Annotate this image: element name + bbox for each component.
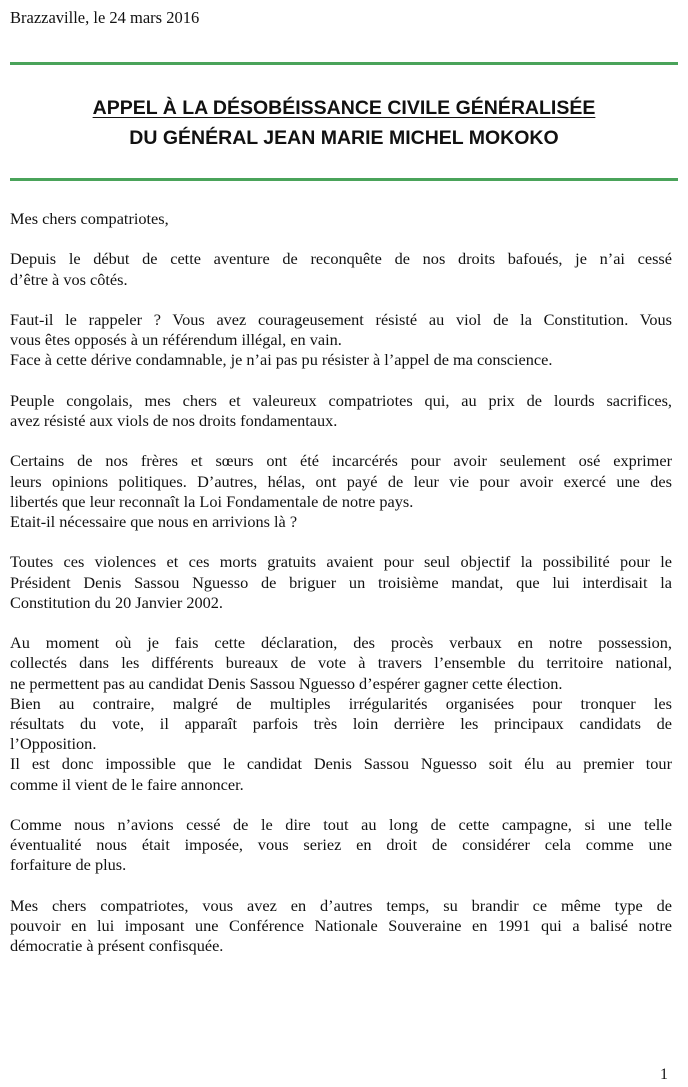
paragraph-line: vous êtes opposés à un référendum illégal, en vain.: [10, 330, 342, 350]
paragraph-line: Bien au contraire, malgré de multiples irrégularités organisées pour tronquer les: [10, 693, 672, 713]
paragraph: [10, 896, 672, 957]
paragraph-line: éventualité nous était imposée, vous seriez en droit de considérer cela comme une: [10, 835, 672, 855]
paragraph-line: Il est donc impossible que le candidat Denis Sassou Nguesso soit élu au premier tour: [10, 754, 672, 774]
paragraph: [10, 310, 672, 371]
paragraph-line: Toutes ces violences et ces morts gratuits avaient pour seul objectif la possibilité pour le: [10, 552, 672, 572]
paragraph-line: avez résisté aux viols de nos droits fondamentaux.: [10, 410, 338, 430]
paragraph: [10, 209, 672, 229]
paragraph: [10, 815, 672, 876]
paragraph: [10, 391, 672, 431]
paragraph-line: Constitution du 20 Janvier 2002.: [10, 592, 224, 612]
paragraph-line: forfaiture de plus.: [10, 855, 127, 875]
paragraph-line: libertés que leur reconnaît la Loi Fondamentale de notre pays.: [10, 491, 414, 511]
title-line-1: APPEL À LA DÉSOBÉISSANCE CIVILE GÉNÉRALISÉE: [92, 97, 596, 119]
paragraph-line: leurs opinions politiques. D’autres, hélas, ont payé de leur vie pour avoir exercé une des: [10, 471, 672, 491]
paragraph-line: Certains de nos frères et sœurs ont été incarcérés pour avoir seulement osé exprimer: [10, 451, 672, 471]
paragraph-line: ne permettent pas au candidat Denis Sassou Nguesso d’espérer gagner cette élection.: [10, 673, 563, 693]
paragraph-line: Au moment où je fais cette déclaration, des procès verbaux en notre possession,: [10, 633, 672, 653]
paragraph-line: Faut-il le rappeler ? Vous avez courageusement résisté au viol de la Constitution. Vous: [10, 309, 672, 329]
title-line-2: DU GÉNÉRAL JEAN MARIE MICHEL MOKOKO: [129, 127, 559, 149]
page-number: 1: [660, 1066, 668, 1083]
paragraph-line: Peuple congolais, mes chers et valeureux compatriotes qui, au prix de lourds sacrifices,: [10, 390, 672, 410]
paragraph-line: comme il vient de le faire annoncer.: [10, 774, 244, 794]
paragraph-line: d’être à vos côtés.: [10, 269, 128, 289]
top-green-rule: [10, 62, 678, 65]
paragraph-line: pouvoir en lui imposant une Conférence Nationale Souveraine en 1991 qui a balisé notre: [10, 915, 672, 935]
paragraph-line: Mes chers compatriotes,: [10, 209, 169, 228]
paragraph-line: Mes chers compatriotes, vous avez en d’autres temps, su brandir ce même type de: [10, 895, 672, 915]
paragraph-line: démocratie à présent confisquée.: [10, 936, 224, 956]
paragraph-line: résultats du vote, il apparaît parfois très loin derrière les principaux candidats de: [10, 713, 672, 733]
paragraph-line: Comme nous n’avions cessé de le dire tout au long de cette campagne, si une telle: [10, 814, 672, 834]
paragraph-line: collectés dans les différents bureaux de vote à travers l’ensemble du territoire national,: [10, 653, 672, 673]
paragraph: [10, 552, 672, 613]
paragraph-line: Etait-il nécessaire que nous en arrivions là ?: [10, 511, 298, 531]
paragraph: [10, 451, 672, 532]
letter-body: [10, 209, 672, 977]
paragraph: [10, 633, 672, 795]
paragraph-line: Président Denis Sassou Nguesso de briguer un troisième mandat, que lui interdisait la: [10, 572, 672, 592]
paragraph-line: l’Opposition.: [10, 734, 97, 754]
bottom-green-rule: [10, 178, 678, 181]
dateline: Brazzaville, le 24 mars 2016: [10, 8, 200, 27]
paragraph-line: Depuis le début de cette aventure de reconquête de nos droits bafoués, je n’ai cessé: [10, 249, 672, 269]
paragraph-line: Face à cette dérive condamnable, je n’ai pas pu résister à l’appel de ma conscience.: [10, 350, 553, 370]
paragraph: [10, 249, 672, 289]
